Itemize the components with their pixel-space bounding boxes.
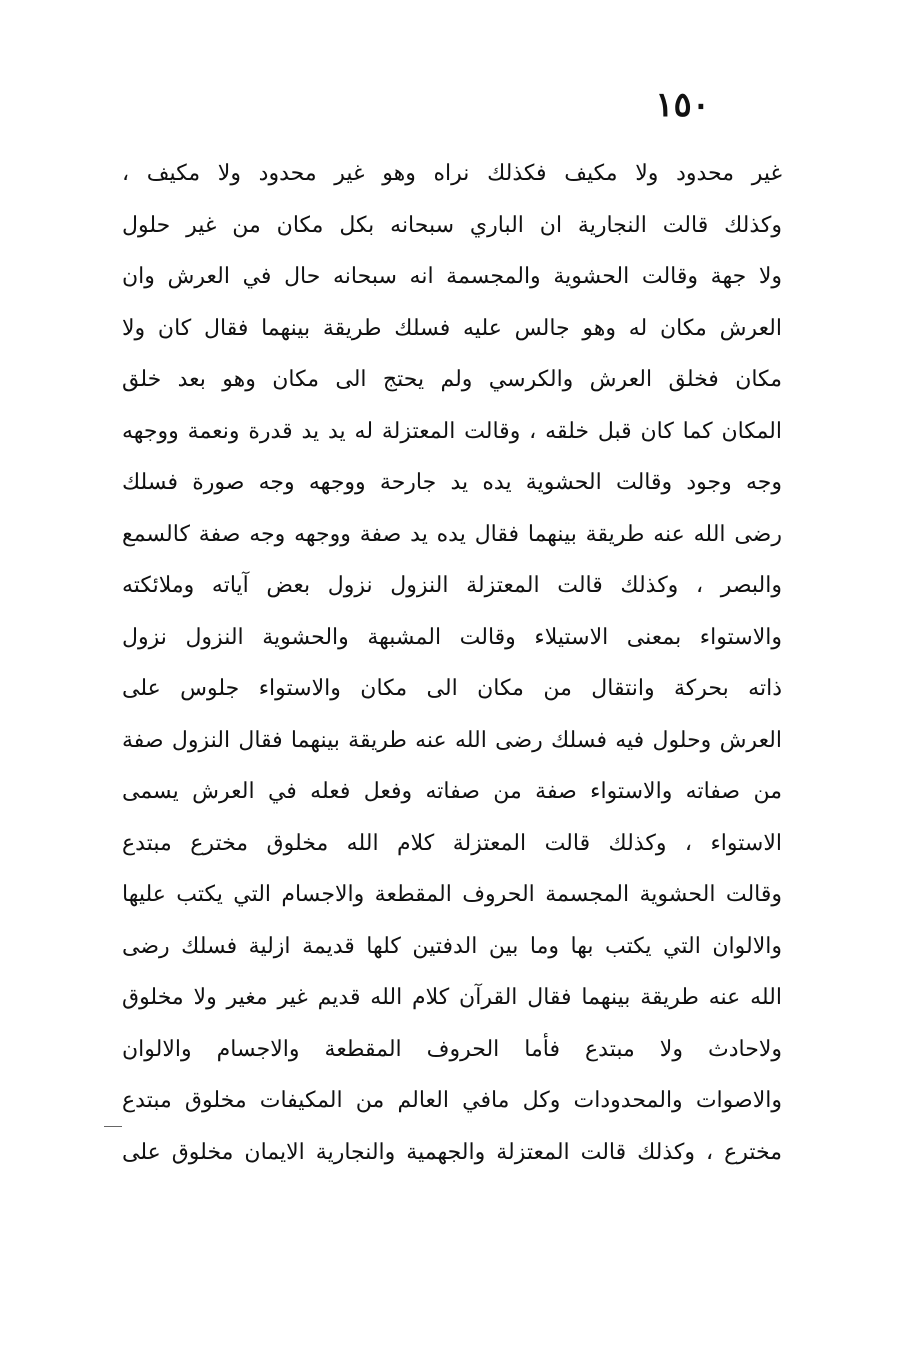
- text-line: والالوان التي يكتب بها وما بين الدفتين كلها قديمة ازلية فسلك رضى: [122, 933, 782, 959]
- text-line: المكان كما كان قبل خلقه ، وقالت المعتزلة له يد يد قدرة ونعمة ووجهه: [122, 418, 782, 444]
- text-line: ولا جهة وقالت الحشوية والمجسمة انه سبحانه حال في العرش وان: [122, 264, 782, 289]
- text-line: مكان فخلق العرش والكرسي ولم يحتج الى مكان وهو بعد خلق: [122, 367, 782, 392]
- text-line: العرش وحلول فيه فسلك رضى الله عنه طريقة بينهما فقال النزول صفة: [122, 727, 782, 753]
- text-line: والاصوات والمحدودات وكل مافي العالم من المكيفات مخلوق مبتدع: [122, 1088, 782, 1113]
- text-line: ذاته بحركة وانتقال من مكان الى مكان والاستواء جلوس على: [122, 676, 782, 701]
- body-text: [122, 148, 782, 1178]
- text-line: ولاحادث ولا مبتدع فأما الحروف المقطعة والاجسام والالوان: [122, 1036, 782, 1062]
- text-line: وكذلك قالت النجارية ان الباري سبحانه بكل مكان من غير حلول: [122, 212, 782, 238]
- page-number: ١٥٠: [655, 85, 710, 125]
- margin-dash: [104, 1126, 122, 1127]
- text-line: الله عنه طريقة بينهما فقال القرآن كلام الله قديم غير مغير ولا مخلوق: [122, 985, 782, 1010]
- text-line: رضى الله عنه طريقة بينهما فقال يده يد صفة ووجهه وجه صفة كالسمع: [122, 521, 782, 547]
- text-line: مخترع ، وكذلك قالت المعتزلة والجهمية والنجارية الايمان مخلوق على: [122, 1139, 782, 1165]
- text-line: العرش مكان له وهو جالس عليه فسلك طريقة بينهما فقال كان ولا: [122, 315, 782, 341]
- text-line: والبصر ، وكذلك قالت المعتزلة النزول نزول بعض آياته وملائكته: [122, 573, 782, 598]
- text-line: غير محدود ولا مكيف فكذلك نراه وهو غير محدود ولا مكيف ،: [122, 161, 782, 186]
- text-line: من صفاته والاستواء صفة من صفاته وفعل فعله في العرش يسمى: [122, 779, 782, 804]
- text-line: وقالت الحشوية المجسمة الحروف المقطعة والاجسام التي يكتب عليها: [122, 882, 782, 907]
- text-line: وجه وجود وقالت الحشوية يده يد جارحة ووجهه وجه صورة فسلك: [122, 470, 782, 495]
- text-line: والاستواء بمعنى الاستيلاء وقالت المشبهة والحشوية النزول نزول: [122, 624, 782, 650]
- text-line: الاستواء ، وكذلك قالت المعتزلة كلام الله مخلوق مخترع مبتدع: [122, 830, 782, 856]
